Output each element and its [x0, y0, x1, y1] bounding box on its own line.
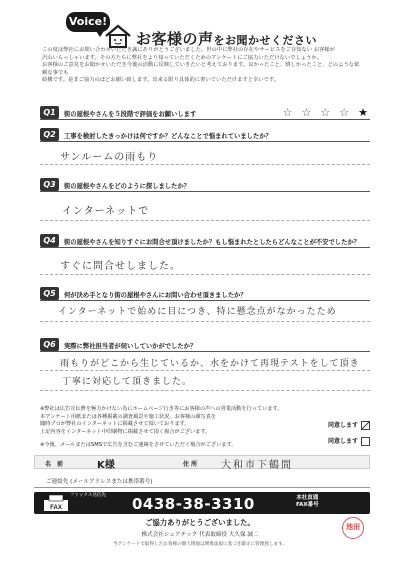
answer-line	[40, 274, 370, 275]
answer-line	[40, 370, 370, 371]
contact-row[interactable]	[34, 474, 370, 488]
star-icon[interactable]: ☆	[339, 106, 350, 119]
voice-speech-bubble: Voice!	[66, 12, 110, 32]
q4-badge: Q4	[40, 234, 59, 247]
name-field[interactable]: K様	[97, 460, 115, 471]
q6-answer-line-1[interactable]: 雨もりがどこから生じているか、水をかけて再現テストをして頂き	[60, 359, 360, 369]
q6-answer-line-2[interactable]: 丁寧に対応して頂きました。	[62, 377, 193, 387]
company-name: 株式会社シェアテック 代表取締役 大久保 誠二	[141, 532, 259, 538]
house-icon	[104, 24, 132, 48]
fax-banner	[34, 492, 370, 514]
q3-text: 街の屋根やさんをどのように探しましたか？	[64, 183, 190, 190]
answer-line	[40, 164, 370, 165]
answer-line	[40, 220, 370, 221]
contact-label: ご連絡先 (メールアドレスまたは携帯番号)	[46, 479, 153, 485]
address-label: 住 所	[183, 461, 198, 468]
address-field[interactable]: 大和市下鶴間	[221, 460, 293, 471]
q2-badge: Q2	[40, 128, 59, 141]
svg-text:FAX: FAX	[50, 505, 62, 511]
name-label: 名 前	[45, 461, 64, 468]
q3-badge: Q3	[40, 178, 59, 191]
fax-machine-icon	[42, 494, 70, 512]
question-1	[40, 106, 370, 120]
q6-badge: Q6	[40, 338, 59, 351]
q4-answer[interactable]: すぐに問合せしました。	[60, 261, 181, 272]
answer-line	[40, 321, 370, 322]
header	[60, 10, 360, 50]
checkbox[interactable]	[361, 421, 370, 430]
intro-text: この度は弊社にお問い合わせいただき誠にありがとうございました。世の中に弊社の存在やサービスをご存知ない お客様が 沢山いらっしゃいます。その方たちに弊社をより知っていただくためのアンケートにご協力いただけないでしょうか。 お客様のご意見をお聞かせいただき今後の活動に反映していきたいと考えております。良かったこと、嬉しかったこと、どのような依頼な事でも 結構です。是非ご協力のほどお願い致します。出来る限り具体的に書いていただけますと幸いです。	[42, 47, 360, 84]
star-icon[interactable]: ☆	[282, 106, 293, 119]
q6-text: 実際に弊社担当者が伺いしていかがでしたか？	[64, 343, 197, 350]
agree-checkbox-1[interactable]: 同意します	[328, 420, 370, 430]
checkbox[interactable]	[361, 437, 370, 446]
page-title: お客様の声をお聞かせください	[136, 30, 318, 48]
q5-answer[interactable]: インターネットで始めに目につき、特に懸念点がなかったため	[58, 307, 337, 317]
star-filled-icon[interactable]: ★	[358, 106, 368, 119]
fax-direct-label: 本社直通 FAX番号	[296, 495, 319, 508]
question-2	[40, 128, 370, 163]
star-icon[interactable]: ☆	[301, 106, 312, 119]
question-6	[40, 338, 370, 387]
q1-badge: Q1	[40, 106, 59, 119]
consent-notes: ※弊社は広告宣伝費を極力かけない為にホームページ行き等にお客様の声への営業活動を行っています。 本アンケート用紙または各種掲載の調査風景や施工状況、お客様の顔写真を 随時プロが弊社のインターネットに掲載させて頂いております。 上記内容をインターネット中印刷物に掲載させて頂く場合がございます。 ※今後、メールまたはSMSで広告を含むご連絡をさせていただく場合がございます。	[40, 406, 283, 449]
fax-number: 0438-38-3310	[132, 495, 255, 513]
fax-sub-label: ファックス送信先	[70, 493, 106, 498]
thanks-text: ご協力ありがとうございました。	[145, 518, 255, 527]
question-4	[40, 234, 370, 272]
name-seal-stamp: 池田	[342, 517, 364, 539]
privacy-note: 当アンケートで取得したお客様の個人情報は関係法規に基づき厳正に管理致します。	[113, 542, 287, 547]
question-5	[40, 287, 370, 317]
q2-answer[interactable]: サンルームの雨もり	[60, 152, 159, 163]
star-icon[interactable]: ☆	[320, 106, 331, 119]
q1-text: 街の屋根やさんを５段階で評価をお願いします	[64, 111, 197, 118]
q2-text: 工事を検討したきっかけは何ですか？どんなことで悩まれていましたか？	[64, 133, 272, 140]
q4-text: 街の屋根やさんを知りすぐにお問合せ頂けましたか？もし悩まれたとしたらどんなことが不安でしたか？	[64, 239, 360, 246]
answer-line	[40, 390, 370, 391]
agree-checkbox-2[interactable]: 同意します	[328, 436, 370, 446]
q5-badge: Q5	[40, 287, 59, 300]
question-3	[40, 178, 370, 217]
rating-stars[interactable]	[283, 106, 368, 119]
q3-answer[interactable]: インターネットで	[62, 206, 150, 217]
name-address-row	[34, 455, 370, 469]
q5-text: 何が決め手となり街の屋根やさんにお問い合わせ頂きましたか？	[64, 292, 247, 299]
